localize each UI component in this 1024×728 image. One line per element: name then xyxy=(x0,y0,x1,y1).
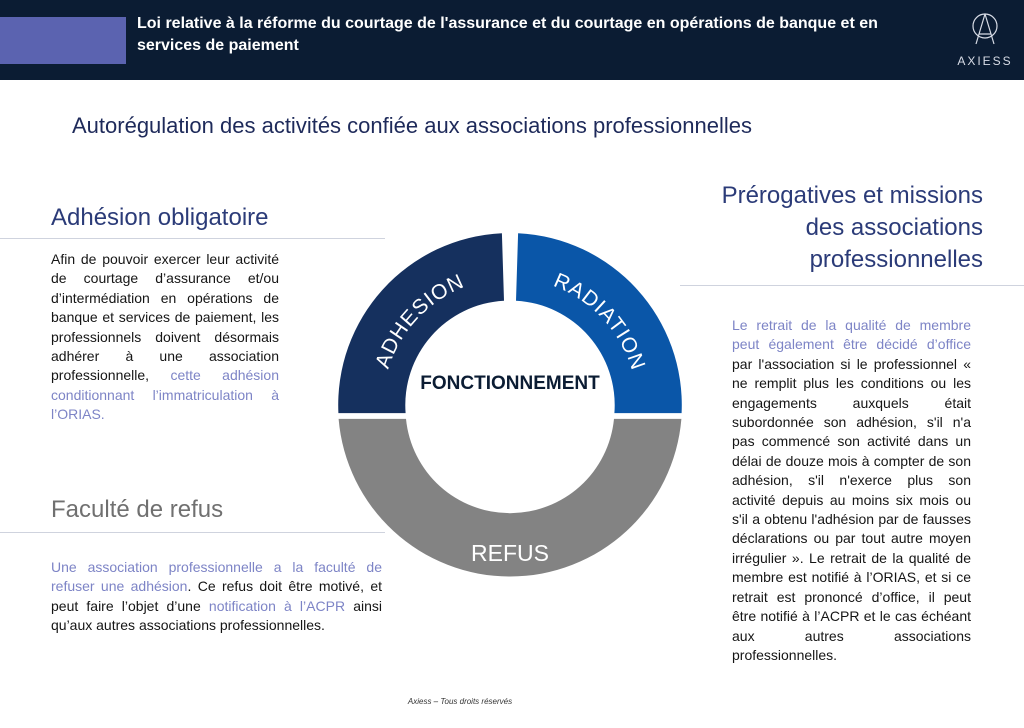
refus-highlight-1: Une association professionnelle a la faculté de refuser une adhésion xyxy=(51,559,382,595)
refus-body-1: . Ce refus doit être motivé, et peut faire l’objet d’une xyxy=(51,578,382,614)
prerogatives-divider xyxy=(680,285,1024,286)
refus-title: Faculté de refus xyxy=(51,496,224,523)
adhesion-text xyxy=(51,250,279,425)
footer-copyright: Axiess – Tous droits réservés xyxy=(407,697,513,706)
adhesion-title: Adhésion obligatoire xyxy=(51,204,269,231)
prerogatives-body: par l'association si le professionnel « ne remplit plus les conditions ou les engagements auxquels était subordonnée son adhésion, s'il n'a pas commencé son activité dans un délai de douze mois à compter de son adhésion, s'il n'exerce plus son activité depuis au moins six mois ou s'il a obtenu l'adhésion par de fausses déclarations ou par tout autre moyen irrégulier ». Le retrait de la qualité de membre est notifié à l’ORIAS, et si ce retrait est prononcé d’office, il peut être notifié à l’ACPR et le cas échéant aux autres associations professionnelles. xyxy=(732,355,971,663)
prerogatives-title-line-2: des associations xyxy=(805,214,983,241)
segment-label-adhesion: ADHESION xyxy=(371,269,468,372)
fonctionnement-diagram xyxy=(300,195,720,615)
segment-label-radiation: RADIATION xyxy=(550,268,650,374)
page-title: Autorégulation des activités confiée aux associations professionnelles xyxy=(72,113,752,138)
refus-body-2: ainsi qu’aux autres associations professionnelles. xyxy=(51,597,383,634)
prerogatives-text xyxy=(732,316,971,665)
refus-highlight-2: notification à l’ACPR xyxy=(208,597,346,614)
prerogatives-title-line-3: professionnelles xyxy=(809,246,983,273)
axiess-logo xyxy=(950,6,1020,72)
center-label: FONCTIONNEMENT xyxy=(420,373,600,394)
prerogatives-title-line-1: Prérogatives et missions xyxy=(721,182,983,209)
adhesion-highlight: cette adhésion conditionnant l’immatriculation à l’ORIAS. xyxy=(51,367,279,423)
segment-label-refus: REFUS xyxy=(471,540,549,566)
header-accent-block xyxy=(0,17,126,64)
ring-diagram xyxy=(300,195,720,615)
logo-text: AXIESS xyxy=(957,54,1013,68)
header-title: Loi relative à la réforme du courtage de l'assurance et du courtage en opérations de banque et en services de paiement xyxy=(137,15,878,54)
adhesion-body: Afin de pouvoir exercer leur activité de courtage d’assurance et/ou d’intermédiation en opérations de banque et services de paiement, les professionnels doivent désormais adhérer à une association professionnelle, xyxy=(51,251,279,384)
prerogatives-highlight: Le retrait de la qualité de membre peut également être décidé d’office xyxy=(732,317,971,353)
axiess-logo-icon xyxy=(950,6,1020,56)
header-bar xyxy=(0,0,1024,80)
